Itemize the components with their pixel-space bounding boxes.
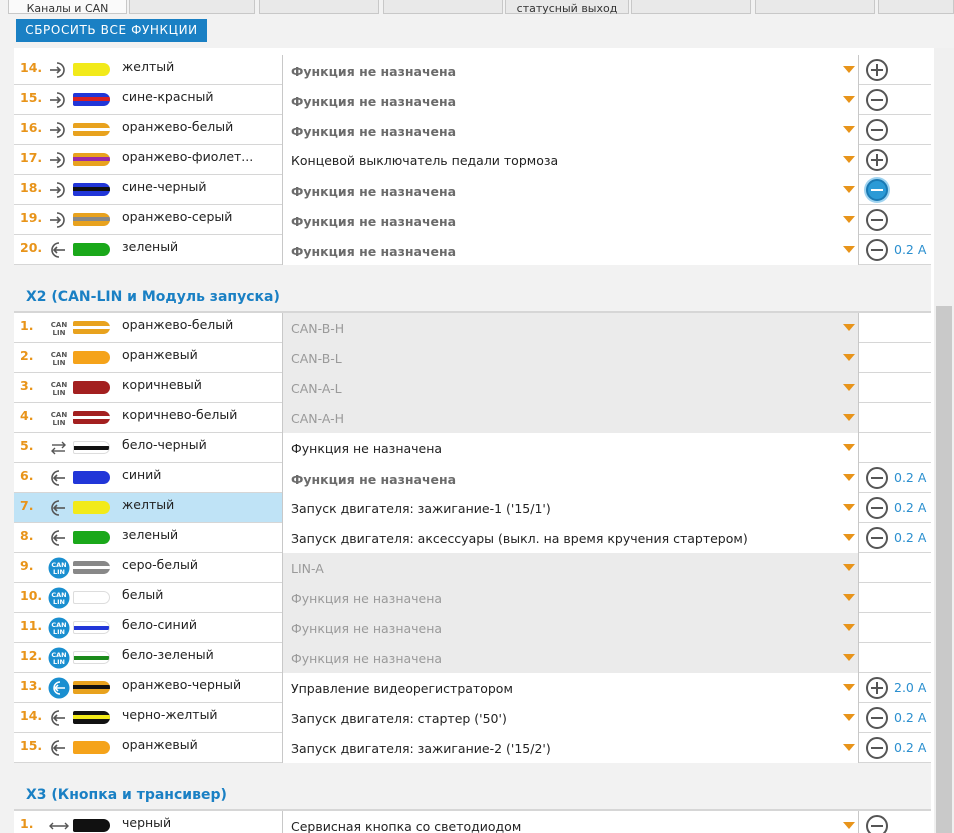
channel-row (14, 703, 931, 733)
dropdown-arrow-icon[interactable] (843, 96, 855, 103)
wire-color-swatch (73, 213, 110, 226)
svg-text:CAN: CAN (51, 561, 67, 569)
channel-info (14, 85, 282, 114)
minus-circle-icon[interactable] (866, 497, 888, 519)
dropdown-arrow-icon[interactable] (843, 714, 855, 721)
channel-controls (860, 403, 931, 433)
wire-color-swatch (73, 531, 110, 544)
minus-circle-icon[interactable] (866, 239, 888, 261)
dropdown-arrow-icon[interactable] (843, 216, 855, 223)
tab-0[interactable]: Каналы и CAN (8, 0, 127, 14)
dropdown-arrow-icon[interactable] (843, 624, 855, 631)
channel-row (14, 583, 931, 613)
wire-color-swatch (73, 561, 110, 574)
function-select-value: CAN-B-L (291, 351, 342, 366)
channel-row (14, 373, 931, 403)
function-select-value: Функция не назначена (291, 621, 443, 636)
function-select[interactable] (282, 433, 859, 463)
dropdown-arrow-icon[interactable] (843, 684, 855, 691)
wire-color-swatch (73, 441, 110, 454)
wire-name: зеленый (122, 527, 179, 542)
function-select (282, 553, 859, 583)
channel-row (14, 343, 931, 373)
channel-number: 9. (20, 558, 34, 573)
channel-number: 15. (20, 738, 43, 753)
wire-name: черный (122, 815, 172, 830)
channel-controls (860, 85, 931, 115)
channel-row (14, 403, 931, 433)
input-icon (48, 499, 68, 517)
wire-color-swatch (73, 351, 110, 364)
minus-circle-icon[interactable] (866, 209, 888, 231)
minus-circle-icon[interactable] (866, 119, 888, 141)
channel-row (14, 733, 931, 763)
channel-info (14, 493, 282, 522)
channel-info (14, 373, 282, 402)
wire-color-swatch (73, 471, 110, 484)
current-limit-value: 0.2 A (894, 500, 927, 515)
function-select-value: Функция не назначена (291, 184, 457, 199)
minus-circle-icon[interactable] (866, 467, 888, 489)
channel-info (14, 523, 282, 552)
wire-color-swatch (73, 651, 110, 664)
function-select[interactable] (282, 235, 859, 265)
channel-number: 2. (20, 348, 34, 363)
scrollbar[interactable] (934, 48, 954, 833)
can-lin-blue-icon (48, 619, 68, 637)
tab-2[interactable] (259, 0, 379, 14)
dropdown-arrow-icon[interactable] (843, 744, 855, 751)
channel-controls (860, 115, 931, 145)
plus-circle-icon[interactable] (866, 677, 888, 699)
svg-text:CAN: CAN (51, 651, 67, 659)
function-select-value: LIN-A (291, 561, 324, 576)
channel-info (14, 145, 282, 174)
can-lin-icon (48, 349, 68, 367)
wire-color-swatch (73, 711, 110, 724)
channel-info (14, 175, 282, 204)
function-select-value: Запуск двигателя: стартер ('50') (291, 711, 507, 726)
wire-name: сине-черный (122, 179, 207, 194)
channel-row (14, 175, 931, 205)
channel-number: 3. (20, 378, 34, 393)
dropdown-arrow-icon[interactable] (843, 822, 855, 829)
channel-controls (860, 811, 931, 833)
svg-text:CAN: CAN (50, 351, 68, 359)
channel-controls (860, 613, 931, 643)
channel-controls (860, 553, 931, 583)
channel-number: 6. (20, 468, 34, 483)
channel-number: 14. (20, 708, 43, 723)
wire-name: оранжевый (122, 347, 198, 362)
plus-circle-icon[interactable] (866, 59, 888, 81)
channel-controls (860, 523, 931, 553)
minus-circle-icon[interactable] (866, 737, 888, 759)
function-select-value: Функция не назначена (291, 244, 457, 259)
channel-info (14, 583, 282, 612)
wire-name: оранжево-белый (122, 317, 234, 332)
minus-circle-icon[interactable] (866, 179, 888, 201)
channel-row (14, 673, 931, 703)
section-title: X3 (Кнопка и трансивер) (26, 787, 227, 803)
dropdown-arrow-icon[interactable] (843, 384, 855, 391)
channel-number: 5. (20, 438, 34, 453)
channel-row (14, 313, 931, 343)
channel-row (14, 523, 931, 553)
function-select[interactable] (282, 493, 859, 523)
svg-text:LIN: LIN (52, 658, 66, 666)
minus-circle-icon[interactable] (866, 527, 888, 549)
channel-number: 15. (20, 90, 43, 105)
svg-text:LIN: LIN (52, 359, 66, 367)
channel-number: 20. (20, 240, 43, 255)
function-select-value: Функция не назначена (291, 124, 457, 139)
function-select-value: Сервисная кнопка со светодиодом (291, 819, 522, 833)
dropdown-arrow-icon[interactable] (843, 66, 855, 73)
wire-color-swatch (73, 501, 110, 514)
wire-name: серо-белый (122, 557, 199, 572)
channel-number: 4. (20, 408, 34, 423)
channel-info (14, 811, 282, 833)
svg-text:CAN: CAN (51, 621, 67, 629)
can-lin-blue-icon (48, 649, 68, 667)
channel-number: 19. (20, 210, 43, 225)
channel-controls (860, 493, 931, 523)
wire-name: бело-зеленый (122, 647, 214, 662)
channel-row (14, 643, 931, 673)
svg-text:LIN: LIN (52, 419, 66, 427)
channel-number: 11. (20, 618, 43, 633)
channel-number: 8. (20, 528, 34, 543)
wire-name: коричневый (122, 377, 202, 392)
wire-name: желтый (122, 497, 175, 512)
svg-text:CAN: CAN (50, 411, 68, 419)
channel-controls (860, 643, 931, 673)
minus-circle-icon[interactable] (866, 815, 888, 833)
function-select (282, 343, 859, 373)
svg-text:LIN: LIN (52, 389, 66, 397)
channel-info (14, 343, 282, 372)
channel-controls (860, 343, 931, 373)
channel-row (14, 205, 931, 235)
tab-6[interactable] (755, 0, 875, 14)
output-icon (48, 181, 68, 199)
dropdown-arrow-icon[interactable] (843, 504, 855, 511)
output-icon (48, 211, 68, 229)
channel-row (14, 463, 931, 493)
wire-name: зеленый (122, 239, 179, 254)
current-limit-value: 0.2 A (894, 710, 927, 725)
output-icon (48, 61, 68, 79)
function-select (282, 403, 859, 433)
channel-controls (860, 313, 931, 343)
channels-panel (14, 48, 934, 833)
section-header-x2 (14, 265, 931, 311)
tab-bar (0, 0, 954, 14)
function-select (282, 583, 859, 613)
channel-controls (860, 235, 931, 265)
channel-row (14, 811, 931, 833)
function-select[interactable] (282, 811, 859, 833)
wire-color-swatch (73, 621, 110, 634)
function-select[interactable] (282, 175, 859, 205)
function-select[interactable] (282, 673, 859, 703)
channel-controls (860, 673, 931, 703)
channel-row (14, 115, 931, 145)
channel-row (14, 493, 931, 523)
dropdown-arrow-icon[interactable] (843, 444, 855, 451)
wire-color-swatch (73, 93, 110, 106)
wire-color-swatch (73, 123, 110, 136)
output-icon (48, 91, 68, 109)
channel-controls (860, 175, 931, 205)
dropdown-arrow-icon[interactable] (843, 186, 855, 193)
function-select[interactable] (282, 523, 859, 553)
wire-color-swatch (73, 411, 110, 424)
svg-text:LIN: LIN (52, 598, 66, 606)
channel-info (14, 553, 282, 582)
channel-info (14, 115, 282, 144)
wire-color-swatch (73, 819, 110, 832)
channel-info (14, 733, 282, 762)
channel-number: 13. (20, 678, 43, 693)
channel-number: 17. (20, 150, 43, 165)
tab-3[interactable] (383, 0, 503, 14)
channel-number: 14. (20, 60, 43, 75)
wire-name: оранжево-серый (122, 209, 233, 224)
function-select-value: Функция не назначена (291, 64, 457, 79)
wire-color-swatch (73, 153, 110, 166)
function-select-value: CAN-B-H (291, 321, 345, 336)
dropdown-arrow-icon[interactable] (843, 414, 855, 421)
channel-controls (860, 733, 931, 763)
dropdown-arrow-icon[interactable] (843, 324, 855, 331)
svg-text:LIN: LIN (52, 628, 66, 636)
svg-text:LIN: LIN (52, 329, 66, 337)
dropdown-arrow-icon[interactable] (843, 534, 855, 541)
output-icon (48, 121, 68, 139)
channel-number: 10. (20, 588, 43, 603)
channel-row (14, 235, 931, 265)
wire-name: желтый (122, 59, 175, 74)
function-select (282, 643, 859, 673)
channel-controls (860, 703, 931, 733)
input-icon (48, 709, 68, 727)
bidirectional-long-icon (48, 817, 68, 833)
bidirectional-icon (48, 439, 68, 457)
function-select-value: Функция не назначена (291, 472, 457, 487)
input-icon (48, 739, 68, 757)
channel-number: 1. (20, 318, 34, 333)
dropdown-arrow-icon[interactable] (843, 654, 855, 661)
function-select-value: Функция не назначена (291, 651, 443, 666)
dropdown-arrow-icon[interactable] (843, 126, 855, 133)
svg-text:LIN: LIN (52, 568, 66, 576)
channel-info (14, 643, 282, 672)
svg-text:CAN: CAN (50, 381, 68, 389)
wire-color-swatch (73, 381, 110, 394)
input-icon (48, 241, 68, 259)
current-limit-value: 0.2 A (894, 470, 927, 485)
tab-1[interactable] (129, 0, 255, 14)
input-blue-icon (48, 679, 68, 697)
wire-name: бело-синий (122, 617, 197, 632)
tab-5[interactable] (631, 0, 751, 14)
wire-name: бело-черный (122, 437, 207, 452)
function-select[interactable] (282, 463, 859, 493)
current-limit-value: 0.2 A (894, 242, 927, 257)
wire-color-swatch (73, 591, 110, 604)
function-select (282, 373, 859, 403)
tab-7[interactable] (878, 0, 954, 14)
function-select[interactable] (282, 703, 859, 733)
channel-info (14, 433, 282, 462)
plus-circle-icon[interactable] (866, 149, 888, 171)
function-select-value: Запуск двигателя: зажигание-1 ('15/1') (291, 501, 551, 516)
function-select-value: CAN-A-H (291, 411, 345, 426)
channel-controls (860, 373, 931, 403)
wire-color-swatch (73, 741, 110, 754)
channel-row (14, 55, 931, 85)
wire-name: синий (122, 467, 162, 482)
channel-info (14, 673, 282, 702)
function-select[interactable] (282, 85, 859, 115)
channel-controls (860, 433, 931, 463)
channel-controls (860, 463, 931, 493)
function-select (282, 613, 859, 643)
dropdown-arrow-icon[interactable] (843, 474, 855, 481)
function-select (282, 313, 859, 343)
scrollbar-thumb[interactable] (936, 306, 952, 833)
svg-text:CAN: CAN (51, 591, 67, 599)
wire-color-swatch (73, 321, 110, 334)
channel-row (14, 145, 931, 175)
channel-info (14, 463, 282, 492)
channel-row (14, 553, 931, 583)
function-select-value: Запуск двигателя: аксессуары (выкл. на время кручения стартером) (291, 531, 748, 546)
function-select-value: Функция не назначена (291, 591, 443, 606)
function-select[interactable] (282, 115, 859, 145)
section-title: X2 (CAN-LIN и Модуль запуска) (26, 289, 280, 305)
channel-info (14, 235, 282, 264)
wire-name: белый (122, 587, 164, 602)
function-select-value: CAN-A-L (291, 381, 342, 396)
can-lin-blue-icon (48, 559, 68, 577)
function-select-value: Концевой выключатель педали тормоза (291, 153, 559, 168)
wire-name: оранжево-белый (122, 119, 234, 134)
output-icon (48, 151, 68, 169)
minus-circle-icon[interactable] (866, 707, 888, 729)
function-select[interactable] (282, 145, 859, 175)
function-select-value: Функция не назначена (291, 94, 457, 109)
minus-circle-icon[interactable] (866, 89, 888, 111)
dropdown-arrow-icon[interactable] (843, 246, 855, 253)
channel-info (14, 703, 282, 732)
channel-info (14, 403, 282, 432)
current-limit-value: 2.0 A (894, 680, 927, 695)
dropdown-arrow-icon[interactable] (843, 354, 855, 361)
wire-name: оранжево-фиолет... (122, 149, 254, 164)
wire-color-swatch (73, 681, 110, 694)
channel-number: 1. (20, 816, 34, 831)
channel-row (14, 85, 931, 115)
channel-info (14, 205, 282, 234)
channel-controls (860, 145, 931, 175)
dropdown-arrow-icon[interactable] (843, 564, 855, 571)
function-select-value: Управление видеорегистратором (291, 681, 513, 696)
tab-4[interactable]: статусный выход (505, 0, 629, 14)
current-limit-value: 0.2 A (894, 530, 927, 545)
function-select-value: Функция не назначена (291, 214, 457, 229)
input-icon (48, 529, 68, 547)
dropdown-arrow-icon[interactable] (843, 594, 855, 601)
dropdown-arrow-icon[interactable] (843, 156, 855, 163)
function-select[interactable] (282, 205, 859, 235)
channel-row (14, 433, 931, 463)
channel-info (14, 55, 282, 84)
channel-number: 16. (20, 120, 43, 135)
can-lin-icon (48, 319, 68, 337)
wire-color-swatch (73, 243, 110, 256)
channel-controls (860, 583, 931, 613)
channel-controls (860, 205, 931, 235)
can-lin-icon (48, 379, 68, 397)
channel-info (14, 613, 282, 642)
input-icon (48, 469, 68, 487)
section-header-x3 (14, 763, 931, 809)
can-lin-blue-icon (48, 589, 68, 607)
function-select-value: Запуск двигателя: зажигание-2 ('15/2') (291, 741, 551, 756)
svg-text:CAN: CAN (50, 321, 68, 329)
channel-number: 18. (20, 180, 43, 195)
function-select-value: Функция не назначена (291, 441, 443, 456)
channel-info (14, 313, 282, 342)
wire-color-swatch (73, 183, 110, 196)
function-select[interactable] (282, 55, 859, 85)
channel-row (14, 613, 931, 643)
channel-controls (860, 55, 931, 85)
reset-all-functions-button[interactable]: СБРОСИТЬ ВСЕ ФУНКЦИИ (16, 19, 207, 42)
function-select[interactable] (282, 733, 859, 763)
channel-number: 12. (20, 648, 43, 663)
wire-name: оранжево-черный (122, 677, 242, 692)
channel-number: 7. (20, 498, 34, 513)
wire-name: коричнево-белый (122, 407, 238, 422)
can-lin-icon (48, 409, 68, 427)
wire-name: черно-желтый (122, 707, 218, 722)
wire-color-swatch (73, 63, 110, 76)
wire-name: оранжевый (122, 737, 198, 752)
wire-name: сине-красный (122, 89, 214, 104)
current-limit-value: 0.2 A (894, 740, 927, 755)
